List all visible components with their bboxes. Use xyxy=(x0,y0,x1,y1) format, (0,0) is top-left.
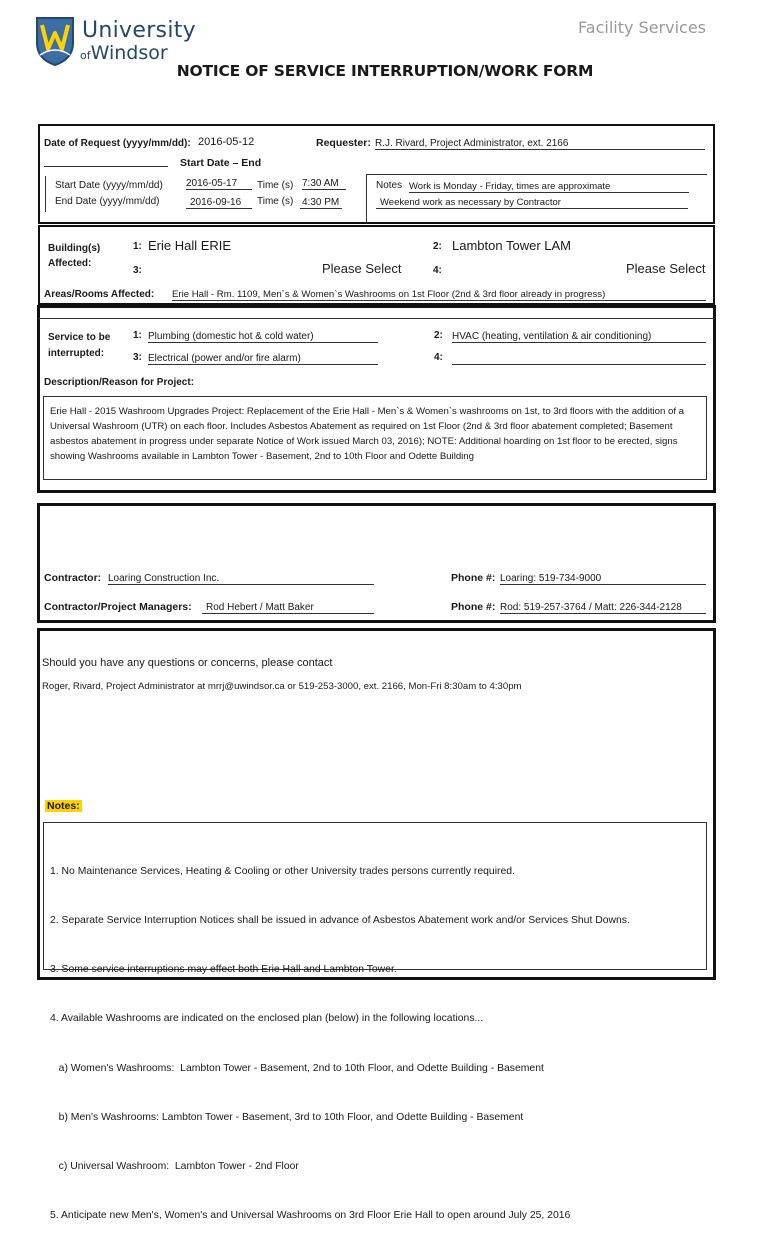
start-date-value[interactable]: 2016-05-17 xyxy=(186,178,252,190)
services-divider xyxy=(38,318,715,319)
note-item: b) Men's Washrooms: Lambton Tower - Basement, 3rd to 10th Floor, and Odette Building - Basement xyxy=(50,1111,524,1123)
service-2-number: 2: xyxy=(434,330,443,341)
requester-value[interactable]: R.J. Rivard, Project Administrator, ext. 2166 xyxy=(375,138,705,150)
notes-line2[interactable]: Weekend work as necessary by Contractor xyxy=(376,197,688,209)
notes-line1[interactable]: Work is Monday - Friday, times are approximate xyxy=(409,181,689,193)
managers-value[interactable]: Rod Hebert / Matt Baker xyxy=(202,602,374,614)
building-2-select[interactable]: Lambton Tower LAM xyxy=(452,238,571,253)
contractor-value[interactable]: Loaring Construction Inc. xyxy=(108,573,374,585)
contact-details: Roger, Rivard, Project Administrator at mrrj@uwindsor.ca or 519-253-3000, ext. 2166, Mon-Fri 8:30am to 4:30pm xyxy=(42,681,522,692)
note-item: 5. Anticipate new Men's, Women's and Universal Washrooms on 3rd Floor Erie Hall to open around July 25, 2016 xyxy=(50,1210,571,1222)
service-4-select[interactable] xyxy=(452,353,706,365)
note-item: 3. Some service interruptions may effect both Erie Hall and Lambton Tower. xyxy=(50,964,397,976)
notes-list xyxy=(50,831,700,1241)
building-4-select[interactable]: Please Select xyxy=(626,261,706,276)
service-2-select[interactable]: HVAC (heating, ventilation & air conditioning) xyxy=(452,331,706,343)
services-label-1: Service to be xyxy=(48,332,111,343)
areas-label: Areas/Rooms Affected: xyxy=(44,289,155,300)
end-time-value[interactable]: 4:30 PM xyxy=(300,197,342,209)
phone2-label: Phone #: xyxy=(451,601,496,613)
note-item: c) Universal Washroom: Lambton Tower - 2nd Floor xyxy=(50,1161,299,1173)
page-title: NOTICE OF SERVICE INTERRUPTION/WORK FORM xyxy=(176,62,594,80)
building-4-number: 4: xyxy=(433,265,442,276)
logo-windsor: ofWindsor xyxy=(80,42,168,64)
description-label: Description/Reason for Project: xyxy=(44,377,195,388)
department-name: Facility Services xyxy=(578,18,706,37)
building-1-number: 1: xyxy=(133,241,142,252)
start-time-value[interactable]: 7:30 AM xyxy=(302,178,346,190)
service-3-select[interactable]: Electrical (power and/or fire alarm) xyxy=(148,353,378,365)
divider-line xyxy=(44,166,168,167)
notes-label: Notes xyxy=(376,180,403,191)
buildings-label-2: Affected: xyxy=(48,258,92,269)
university-shield-logo xyxy=(34,15,76,67)
logo-university: University xyxy=(82,18,196,43)
request-date-label: Date of Request (yyyy/mm/dd): xyxy=(44,138,191,149)
note-item: 4. Available Washrooms are indicated on the enclosed plan (below) in the following locations... xyxy=(50,1013,484,1025)
building-1-select[interactable]: Erie Hall ERIE xyxy=(148,238,232,253)
phone2-value[interactable]: Rod: 519-257-3764 / Matt: 226-344-2128 xyxy=(500,602,706,614)
request-date-value[interactable]: 2016-05-12 xyxy=(198,136,255,148)
service-4-number: 4: xyxy=(434,352,443,363)
service-1-number: 1: xyxy=(133,330,142,341)
end-date-label: End Date (yyyy/mm/dd) xyxy=(55,196,160,207)
building-3-select[interactable]: Please Select xyxy=(322,261,402,276)
managers-label: Contractor/Project Managers: xyxy=(44,601,192,613)
start-date-label: Start Date (yyyy/mm/dd) xyxy=(55,180,163,191)
service-1-select[interactable]: Plumbing (domestic hot & cold water) xyxy=(148,331,378,343)
areas-value[interactable]: Erie Hall - Rm. 1109, Men`s & Women`s Washrooms on 1st Floor (2nd & 3rd floor already in progress) xyxy=(172,289,706,301)
description-text: Erie Hall - 2015 Washroom Upgrades Project: Replacement of the Erie Hall - Men`s & Women`s washrooms on 1st, to 3rd floors with the addition of a Universal Washroom (UTR) on each floor. Includes Asbestos Abatement as required on 1st Floor (2nd & 3rd floor abatement completed; Basement asbestos abatement in progress under separate Notice of Work issued March 03, 2016); NOTE: Additional hoarding on 1st floor to be erected, signs showing Washrooms available in Lambton Tower - Basement, 2nd to 10th Floor and Odette Building xyxy=(50,406,684,462)
contractor-label: Contractor: xyxy=(44,572,102,584)
note-item: 1. No Maintenance Services, Heating & Cooling or other University trades persons currently required. xyxy=(50,865,515,877)
building-3-number: 3: xyxy=(133,265,142,276)
phone-label: Phone #: xyxy=(451,572,496,584)
start-time-label: Time (s) xyxy=(257,180,294,191)
building-2-number: 2: xyxy=(433,241,442,252)
contact-intro: Should you have any questions or concerns, please contact xyxy=(42,657,333,669)
phone-value[interactable]: Loaring: 519-734-9000 xyxy=(500,573,706,585)
service-3-number: 3: xyxy=(133,352,142,363)
note-item: a) Women's Washrooms: Lambton Tower - Basement, 2nd to 10th Floor, and Odette Building - Basement xyxy=(50,1062,544,1074)
notes-heading: Notes: xyxy=(47,800,80,812)
end-time-label: Time (s) xyxy=(257,196,294,207)
start-end-label: Start Date – End xyxy=(180,157,262,169)
end-date-value[interactable]: 2016-09-16 xyxy=(186,197,252,209)
buildings-label-1: Building(s) xyxy=(48,243,101,254)
services-label-2: interrupted: xyxy=(48,348,105,359)
note-item: 2. Separate Service Interruption Notices shall be issued in advance of Asbestos Abatement work and/or Services Shut Downs. xyxy=(50,915,630,927)
requester-label: Requester: xyxy=(316,137,371,149)
